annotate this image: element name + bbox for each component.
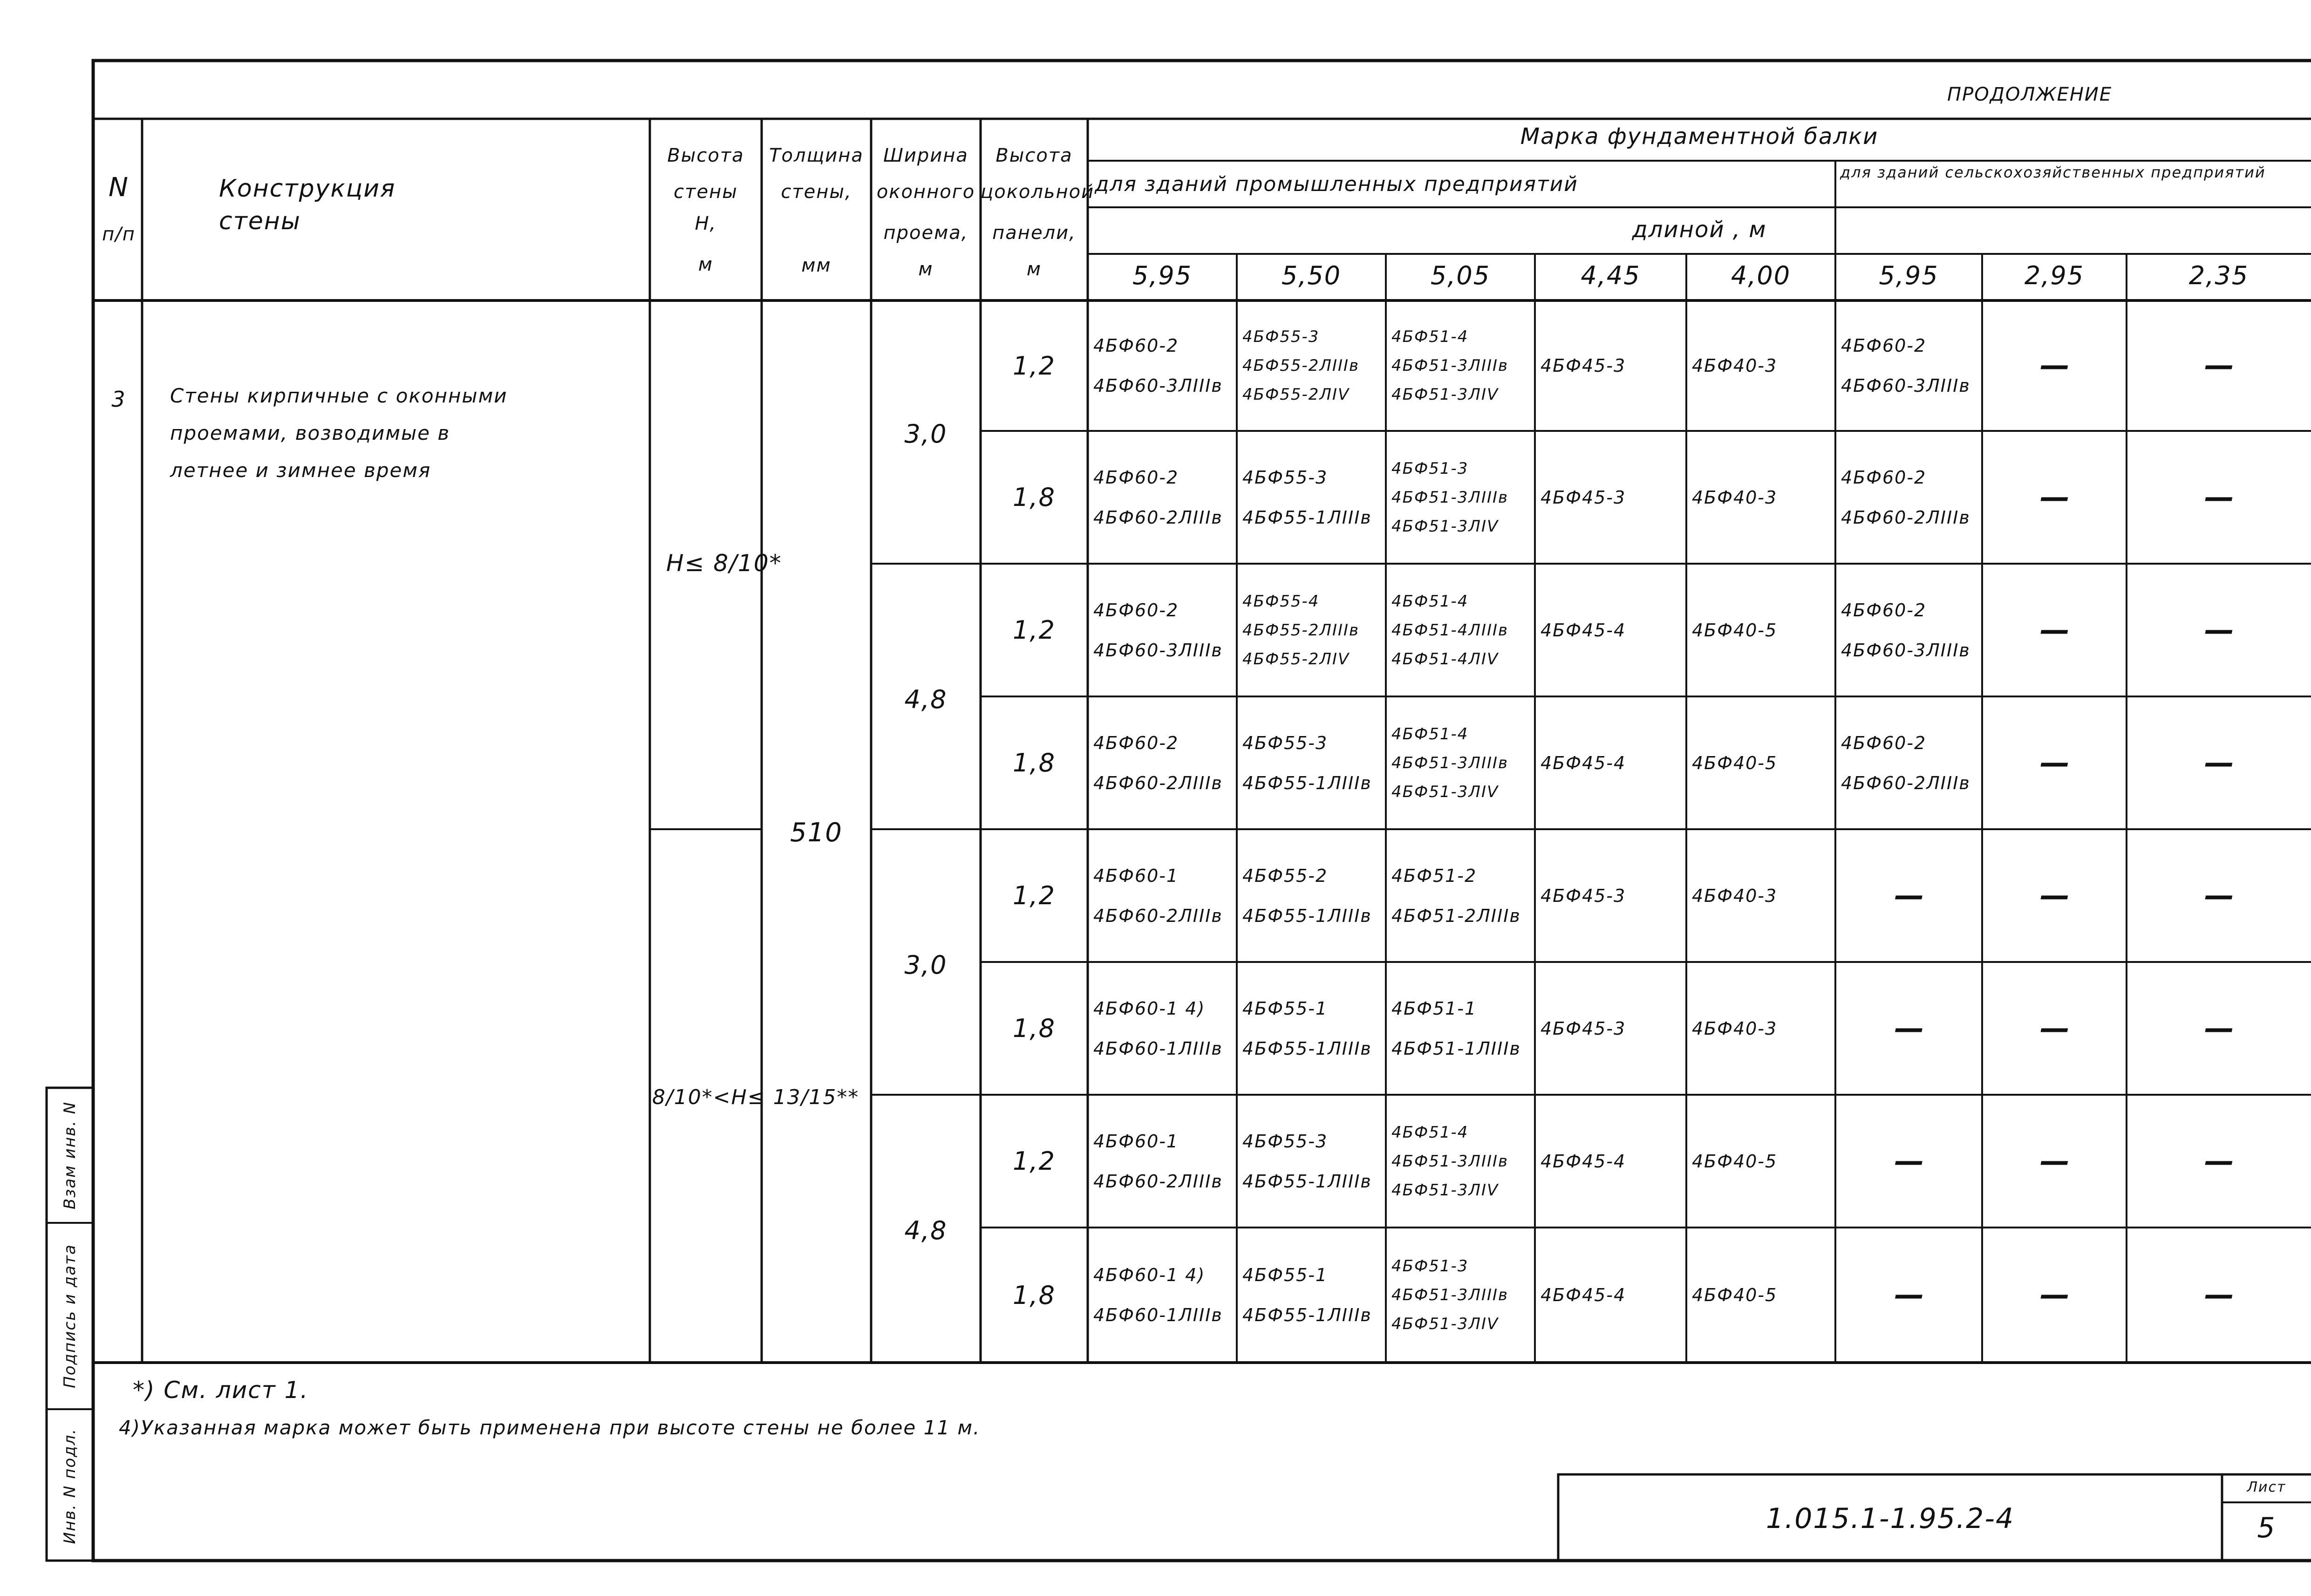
beam-mark-line: 4БФ60-2ЛIIIв bbox=[1093, 1171, 1223, 1192]
beam-mark-line: 4БФ55-3 bbox=[1242, 1131, 1328, 1152]
beam-mark-cell bbox=[1093, 1228, 1233, 1363]
plinth-height-cell: 1,8 bbox=[1013, 1280, 1056, 1310]
beam-mark-line: 4БФ55-2ЛIIIв bbox=[1242, 356, 1360, 375]
plinth-height-cell: 1,2 bbox=[1013, 351, 1056, 381]
empty-cell bbox=[2132, 696, 2307, 829]
beam-mark-line: 4БФ60-1ЛIIIв bbox=[1093, 1305, 1223, 1325]
beam-mark-line: — bbox=[2040, 613, 2071, 648]
beam-mark-cell bbox=[1391, 564, 1531, 696]
sheet-label: Лист bbox=[2247, 1479, 2286, 1495]
length-col-7: 2,95 bbox=[2024, 261, 2085, 290]
beam-mark-cell bbox=[1242, 962, 1382, 1095]
beam-mark-line: 4БФ45-3 bbox=[1541, 355, 1626, 376]
beam-mark-cell bbox=[1692, 431, 1832, 564]
beam-mark-line: 4БФ60-1 4) bbox=[1093, 1265, 1206, 1285]
note-2: 4)Указанная марка может быть применена при высоте стены не более 11 м. bbox=[119, 1416, 981, 1439]
beam-mark-cell bbox=[1391, 431, 1531, 564]
beam-mark-line: 4БФ40-5 bbox=[1692, 1285, 1778, 1305]
beam-mark-line: 4БФ55-3 bbox=[1242, 732, 1328, 753]
beam-mark-line: 4БФ60-2ЛIIIв bbox=[1093, 905, 1223, 926]
side-label-signature: Подпись и дата bbox=[61, 1244, 79, 1388]
plinth-height-cell: 1,8 bbox=[1013, 483, 1056, 512]
length-col-3: 5,05 bbox=[1430, 261, 1491, 290]
beam-mark-cell bbox=[1093, 696, 1233, 829]
beam-mark-line: 4БФ55-1ЛIIIв bbox=[1242, 772, 1372, 793]
header-plinth-height: Высота цокольной панели, м bbox=[981, 145, 1095, 280]
empty-cell bbox=[2132, 1228, 2307, 1363]
beam-mark-line: 4БФ55-1 bbox=[1242, 1265, 1328, 1285]
beam-mark-line: — bbox=[1894, 878, 1925, 913]
beam-mark-line: 4БФ55-1ЛIIIв bbox=[1242, 1038, 1372, 1059]
document-code: 1.015.1-1.95.2-4 bbox=[1766, 1502, 2015, 1535]
beam-mark-line: 4БФ51-3ЛIV bbox=[1391, 517, 1499, 536]
beam-mark-line: 4БФ60-2 bbox=[1841, 600, 1927, 621]
plinth-height-cell: 1,8 bbox=[1013, 1014, 1056, 1043]
beam-mark-line: 4БФ51-3 bbox=[1391, 459, 1469, 478]
header-length: длиной , м bbox=[1632, 217, 1767, 243]
beam-mark-line: 4БФ51-4ЛIV bbox=[1391, 649, 1499, 668]
beam-mark-cell bbox=[1541, 564, 1683, 696]
empty-cell bbox=[1988, 1228, 2123, 1363]
beam-mark-line: 4БФ60-1 bbox=[1093, 865, 1179, 886]
beam-mark-line: — bbox=[2204, 1278, 2235, 1312]
beam-mark-line: 4БФ55-2ЛIV bbox=[1242, 649, 1350, 668]
height-group-1: H≤ 8/10* bbox=[666, 550, 782, 577]
length-col-4: 4,45 bbox=[1581, 261, 1641, 290]
length-col-8: 2,35 bbox=[2188, 261, 2249, 290]
beam-mark-line: — bbox=[1894, 1011, 1925, 1046]
beam-mark-line: 4БФ51-4 bbox=[1391, 1123, 1469, 1142]
empty-cell bbox=[1841, 1228, 1978, 1363]
beam-mark-line: 4БФ40-3 bbox=[1692, 885, 1778, 906]
beam-mark-line: 4БФ55-2ЛIV bbox=[1242, 385, 1350, 404]
beam-mark-line: — bbox=[2040, 745, 2071, 780]
beam-mark-cell bbox=[1391, 300, 1531, 431]
beam-mark-cell bbox=[1391, 1228, 1531, 1363]
empty-cell bbox=[1988, 564, 2123, 696]
beam-mark-line: 4БФ40-3 bbox=[1692, 355, 1778, 376]
empty-cell bbox=[2132, 962, 2307, 1095]
beam-mark-line: 4БФ51-4 bbox=[1391, 327, 1469, 346]
beam-mark-line: 4БФ60-3ЛIIIв bbox=[1093, 640, 1223, 661]
height-group-2: 8/10*<H≤ 13/15** bbox=[652, 1085, 859, 1109]
empty-cell bbox=[1988, 696, 2123, 829]
header-num-sub: п/п bbox=[102, 224, 136, 245]
beam-mark-line: — bbox=[2040, 878, 2071, 913]
header-wall-height: Высота стены Н, м bbox=[667, 145, 744, 275]
beam-mark-cell bbox=[1692, 696, 1832, 829]
beam-mark-cell bbox=[1541, 1228, 1683, 1363]
beam-mark-cell bbox=[1541, 431, 1683, 564]
beam-mark-line: 4БФ55-1ЛIIIв bbox=[1242, 507, 1372, 528]
page-title: ПРОДОЛЖЕНИЕ bbox=[1947, 84, 2113, 105]
header-agricultural: для зданий сельскохозяйственных предприятий bbox=[1840, 164, 2266, 181]
beam-mark-cell bbox=[1841, 300, 1978, 431]
beam-mark-cell bbox=[1692, 1228, 1832, 1363]
beam-mark-line: 4БФ60-3ЛIIIв bbox=[1841, 375, 1970, 396]
empty-cell bbox=[1841, 1095, 1978, 1228]
beam-mark-cell bbox=[1093, 829, 1233, 962]
beam-mark-line: — bbox=[2040, 1144, 2071, 1179]
row-number: 3 bbox=[111, 387, 126, 412]
beam-mark-line: 4БФ51-4 bbox=[1391, 724, 1469, 743]
beam-mark-cell bbox=[1541, 829, 1683, 962]
beam-mark-line: 4БФ51-3 bbox=[1391, 1257, 1469, 1275]
beam-mark-line: 4БФ45-4 bbox=[1541, 1285, 1626, 1305]
beam-mark-line: 4БФ45-4 bbox=[1541, 620, 1626, 641]
empty-cell bbox=[1988, 1095, 2123, 1228]
empty-cell bbox=[2132, 431, 2307, 564]
beam-mark-cell bbox=[1692, 829, 1832, 962]
beam-mark-line: 4БФ40-3 bbox=[1692, 1018, 1778, 1039]
beam-mark-line: 4БФ60-2 bbox=[1841, 732, 1927, 753]
beam-mark-line: 4БФ51-3ЛIIIв bbox=[1391, 488, 1509, 507]
beam-mark-line: 4БФ60-2 bbox=[1093, 335, 1179, 356]
beam-mark-cell bbox=[1242, 431, 1382, 564]
header-num: N bbox=[109, 172, 129, 203]
beam-mark-cell bbox=[1692, 564, 1832, 696]
empty-cell bbox=[2132, 829, 2307, 962]
beam-mark-line: 4БФ60-2 bbox=[1841, 335, 1927, 356]
beam-mark-cell bbox=[1093, 962, 1233, 1095]
beam-mark-cell bbox=[1242, 696, 1382, 829]
empty-cell bbox=[1988, 829, 2123, 962]
beam-mark-line: 4БФ55-1 bbox=[1242, 998, 1328, 1019]
beam-mark-line: 4БФ55-1ЛIIIв bbox=[1242, 1171, 1372, 1192]
note-1: *) См. лист 1. bbox=[133, 1377, 309, 1404]
beam-mark-cell bbox=[1242, 564, 1382, 696]
beam-mark-line: — bbox=[2204, 1144, 2235, 1179]
beam-mark-cell bbox=[1242, 1228, 1382, 1363]
window-width-3: 3,0 bbox=[904, 950, 948, 980]
beam-mark-line: 4БФ55-2 bbox=[1242, 865, 1328, 886]
construction-text: Стены кирпичные с оконными проемами, возводимые в летнее и зимнее время bbox=[170, 384, 508, 482]
beam-mark-line: 4БФ60-2 bbox=[1841, 467, 1927, 488]
beam-mark-line: — bbox=[2040, 1278, 2071, 1312]
empty-cell bbox=[1988, 431, 2123, 564]
beam-mark-cell bbox=[1242, 1095, 1382, 1228]
beam-mark-cell bbox=[1841, 564, 1978, 696]
plinth-height-cell: 1,2 bbox=[1013, 615, 1056, 645]
beam-mark-line: 4БФ40-5 bbox=[1692, 620, 1778, 641]
plinth-height-cell: 1,2 bbox=[1013, 881, 1056, 910]
beam-mark-cell bbox=[1242, 300, 1382, 431]
beam-mark-line: 4БФ60-2ЛIIIв bbox=[1093, 507, 1223, 528]
window-width-2: 4,8 bbox=[904, 685, 948, 714]
beam-mark-line: 4БФ55-3 bbox=[1242, 467, 1328, 488]
beam-mark-cell bbox=[1093, 300, 1233, 431]
beam-mark-line: — bbox=[2040, 480, 2071, 515]
beam-mark-line: 4БФ60-1ЛIIIв bbox=[1093, 1038, 1223, 1059]
beam-mark-line: 4БФ55-1ЛIIIв bbox=[1242, 905, 1372, 926]
beam-mark-line: 4БФ60-2ЛIIIв bbox=[1841, 772, 1970, 793]
beam-mark-line: 4БФ51-3ЛIIIв bbox=[1391, 1286, 1509, 1304]
beam-mark-line: 4БФ40-5 bbox=[1692, 752, 1778, 773]
beam-mark-line: 4БФ60-1 4) bbox=[1093, 998, 1206, 1019]
beam-mark-line: — bbox=[2040, 1011, 2071, 1046]
beam-mark-line: 4БФ45-3 bbox=[1541, 1018, 1626, 1039]
beam-mark-line: 4БФ60-2ЛIIIв bbox=[1093, 772, 1223, 793]
header-construction: Конструкция стены bbox=[219, 175, 396, 235]
beam-mark-line: 4БФ60-2ЛIIIв bbox=[1841, 507, 1970, 528]
beam-mark-cell bbox=[1093, 1095, 1233, 1228]
side-label-inventory: Инв. N подл. bbox=[61, 1428, 79, 1544]
length-col-6: 5,95 bbox=[1879, 261, 1939, 290]
beam-mark-line: 4БФ51-4ЛIIIв bbox=[1391, 621, 1509, 640]
header-wall-thickness: Толщина стены, мм bbox=[769, 145, 864, 276]
side-label-replace: Взам инв. N bbox=[61, 1101, 79, 1210]
beam-mark-line: 4БФ60-3ЛIIIв bbox=[1093, 375, 1223, 396]
beam-mark-line: — bbox=[2204, 1011, 2235, 1046]
beam-mark-line: — bbox=[2204, 348, 2235, 383]
window-width-4: 4,8 bbox=[904, 1216, 948, 1245]
beam-mark-line: — bbox=[2204, 480, 2235, 515]
beam-mark-line: 4БФ45-3 bbox=[1541, 885, 1626, 906]
beam-mark-cell bbox=[1541, 696, 1683, 829]
empty-cell bbox=[2132, 1095, 2307, 1228]
wall-thickness-value: 510 bbox=[790, 818, 843, 848]
beam-mark-line: 4БФ51-2ЛIIIв bbox=[1391, 905, 1521, 926]
beam-mark-line: — bbox=[1894, 1144, 1925, 1179]
beam-mark-line: 4БФ60-2 bbox=[1093, 600, 1179, 621]
beam-mark-line: 4БФ51-3ЛIV bbox=[1391, 1315, 1499, 1333]
header-industrial: для зданий промышленных предприятий bbox=[1095, 172, 1578, 196]
beam-mark-cell bbox=[1541, 300, 1683, 431]
beam-mark-line: 4БФ51-3ЛIV bbox=[1391, 385, 1499, 404]
plinth-height-cell: 1,2 bbox=[1013, 1146, 1056, 1176]
beam-mark-line: 4БФ60-1 bbox=[1093, 1131, 1179, 1152]
beam-mark-line: 4БФ45-4 bbox=[1541, 1151, 1626, 1172]
beam-mark-cell bbox=[1692, 1095, 1832, 1228]
beam-mark-line: — bbox=[2204, 878, 2235, 913]
beam-mark-line: 4БФ45-3 bbox=[1541, 487, 1626, 508]
beam-mark-line: 4БФ51-3ЛIIIв bbox=[1391, 753, 1509, 772]
beam-mark-cell bbox=[1391, 1095, 1531, 1228]
beam-mark-line: 4БФ40-5 bbox=[1692, 1151, 1778, 1172]
beam-mark-cell bbox=[1841, 431, 1978, 564]
beam-mark-cell bbox=[1841, 696, 1978, 829]
beam-mark-line: 4БФ51-2 bbox=[1391, 865, 1477, 886]
beam-mark-line: 4БФ51-3ЛIIIв bbox=[1391, 356, 1509, 375]
empty-cell bbox=[1841, 962, 1978, 1095]
beam-mark-cell bbox=[1391, 696, 1531, 829]
beam-mark-line: 4БФ51-4 bbox=[1391, 592, 1469, 611]
beam-mark-line: — bbox=[2204, 613, 2235, 648]
plinth-height-cell: 1,8 bbox=[1013, 748, 1056, 778]
beam-mark-line: 4БФ51-1ЛIIIв bbox=[1391, 1038, 1521, 1059]
beam-mark-cell bbox=[1541, 962, 1683, 1095]
empty-cell bbox=[2132, 564, 2307, 696]
beam-mark-cell bbox=[1692, 300, 1832, 431]
beam-mark-line: 4БФ60-3ЛIIIв bbox=[1841, 640, 1970, 661]
length-col-2: 5,50 bbox=[1281, 261, 1342, 290]
empty-cell bbox=[1988, 962, 2123, 1095]
beam-mark-line: 4БФ51-3ЛIIIв bbox=[1391, 1152, 1509, 1171]
length-col-5: 4,00 bbox=[1731, 261, 1791, 290]
length-col-1: 5,95 bbox=[1132, 261, 1193, 290]
window-width-1: 3,0 bbox=[904, 419, 948, 449]
empty-cell bbox=[1988, 300, 2123, 431]
beam-mark-line: — bbox=[2204, 745, 2235, 780]
beam-mark-cell bbox=[1242, 829, 1382, 962]
empty-cell bbox=[1841, 829, 1978, 962]
beam-mark-line: 4БФ55-1ЛIIIв bbox=[1242, 1305, 1372, 1325]
empty-cell bbox=[2132, 300, 2307, 431]
beam-mark-line: — bbox=[2040, 348, 2071, 383]
beam-mark-line: 4БФ51-3ЛIV bbox=[1391, 1180, 1499, 1200]
header-window-width: Ширина оконного проема, м bbox=[876, 145, 975, 280]
beam-mark-cell bbox=[1692, 962, 1832, 1095]
beam-mark-line: — bbox=[1894, 1278, 1925, 1312]
beam-mark-cell bbox=[1093, 431, 1233, 564]
beam-mark-line: 4БФ51-3ЛIV bbox=[1391, 782, 1499, 801]
beam-mark-line: 4БФ60-2 bbox=[1093, 732, 1179, 753]
beam-mark-line: 4БФ40-3 bbox=[1692, 487, 1778, 508]
beam-mark-cell bbox=[1093, 564, 1233, 696]
beam-mark-line: 4БФ60-2 bbox=[1093, 467, 1179, 488]
beam-mark-line: 4БФ45-4 bbox=[1541, 752, 1626, 773]
header-beam-mark: Марка фундаментной балки bbox=[1520, 123, 1879, 150]
sheet-number: 5 bbox=[2257, 1512, 2276, 1544]
beam-mark-line: 4БФ55-3 bbox=[1242, 327, 1320, 346]
beam-mark-line: 4БФ55-4 bbox=[1242, 592, 1320, 611]
beam-mark-cell bbox=[1541, 1095, 1683, 1228]
beam-mark-line: 4БФ51-1 bbox=[1391, 998, 1477, 1019]
beam-mark-cell bbox=[1391, 962, 1531, 1095]
beam-mark-cell bbox=[1391, 829, 1531, 962]
beam-mark-line: 4БФ55-2ЛIIIв bbox=[1242, 621, 1360, 640]
